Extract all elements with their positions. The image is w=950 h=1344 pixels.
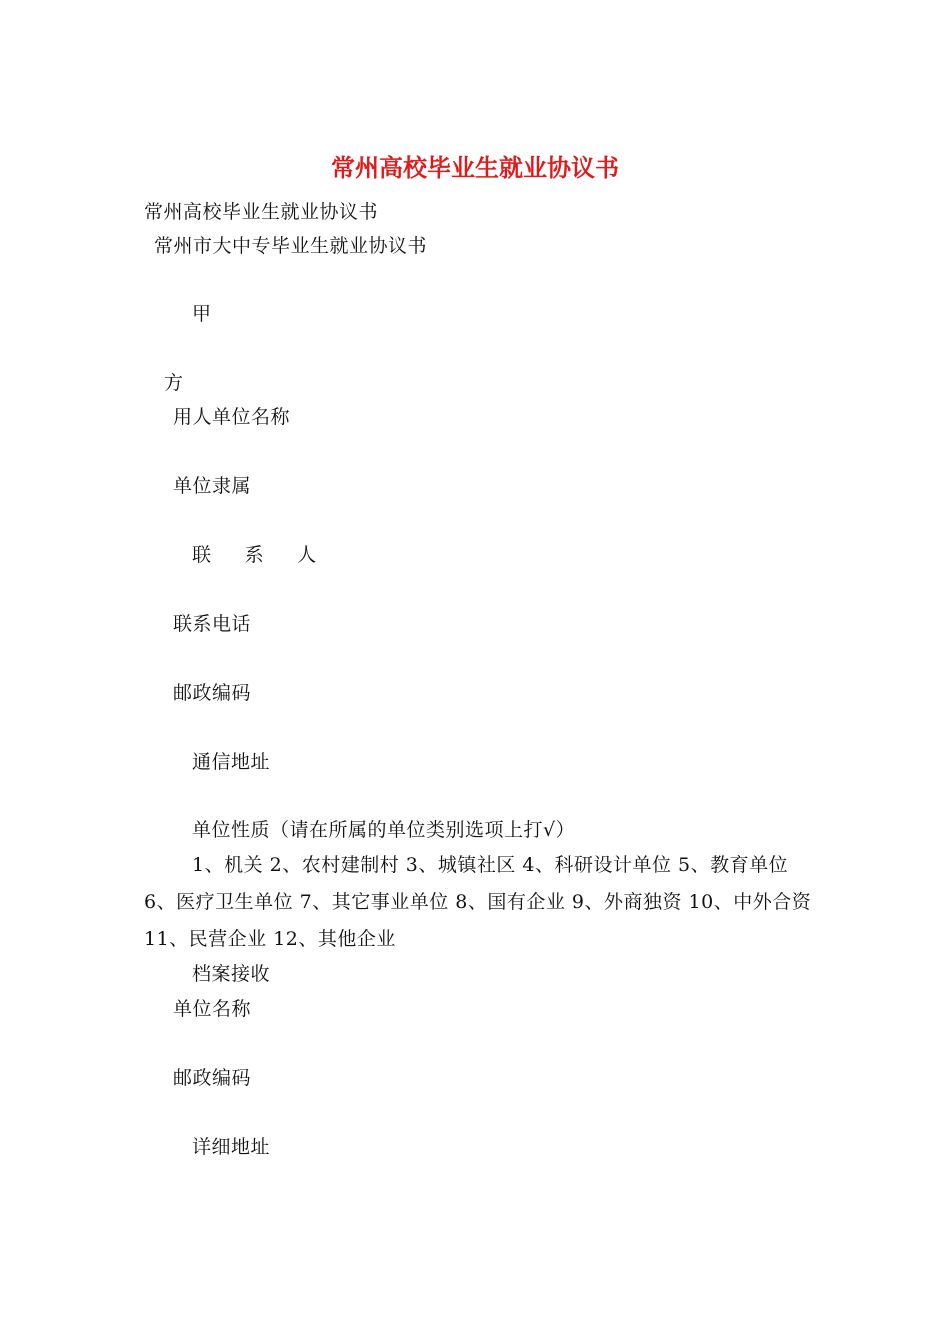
unit-categories-line-1: 1、机关 2、农村建制村 3、城镇社区 4、科研设计单位 5、教育单位 — [192, 854, 789, 876]
party-a-label-2: 方 — [164, 372, 184, 394]
archive-unit-name-label: 单位名称 — [173, 998, 252, 1020]
subtitle-1: 常州高校毕业生就业协议书 — [144, 201, 379, 223]
document-title: 常州高校毕业生就业协议书 — [331, 153, 619, 182]
unit-nature-label: 单位性质（请在所属的单位类别选项上打√） — [192, 819, 576, 841]
archive-receive-label: 档案接收 — [192, 963, 271, 985]
employer-name-label: 用人单位名称 — [173, 406, 291, 428]
mailing-address-label: 通信地址 — [192, 751, 271, 773]
unit-affiliation-label: 单位隶属 — [173, 475, 252, 497]
contact-phone-label: 联系电话 — [173, 613, 252, 635]
postal-code-label: 邮政编码 — [173, 682, 252, 704]
unit-categories-line-3: 11、民营企业 12、其他企业 — [144, 928, 396, 950]
contact-person-label: 联 系 人 — [192, 544, 317, 566]
subtitle-2: 常州市大中专毕业生就业协议书 — [154, 235, 428, 257]
party-a-label-1: 甲 — [192, 303, 212, 325]
unit-categories-line-2: 6、医疗卫生单位 7、其它事业单位 8、国有企业 9、外商独资 10、中外合资 — [144, 891, 812, 913]
archive-detailed-address-label: 详细地址 — [192, 1136, 271, 1158]
archive-postal-code-label: 邮政编码 — [173, 1067, 252, 1089]
